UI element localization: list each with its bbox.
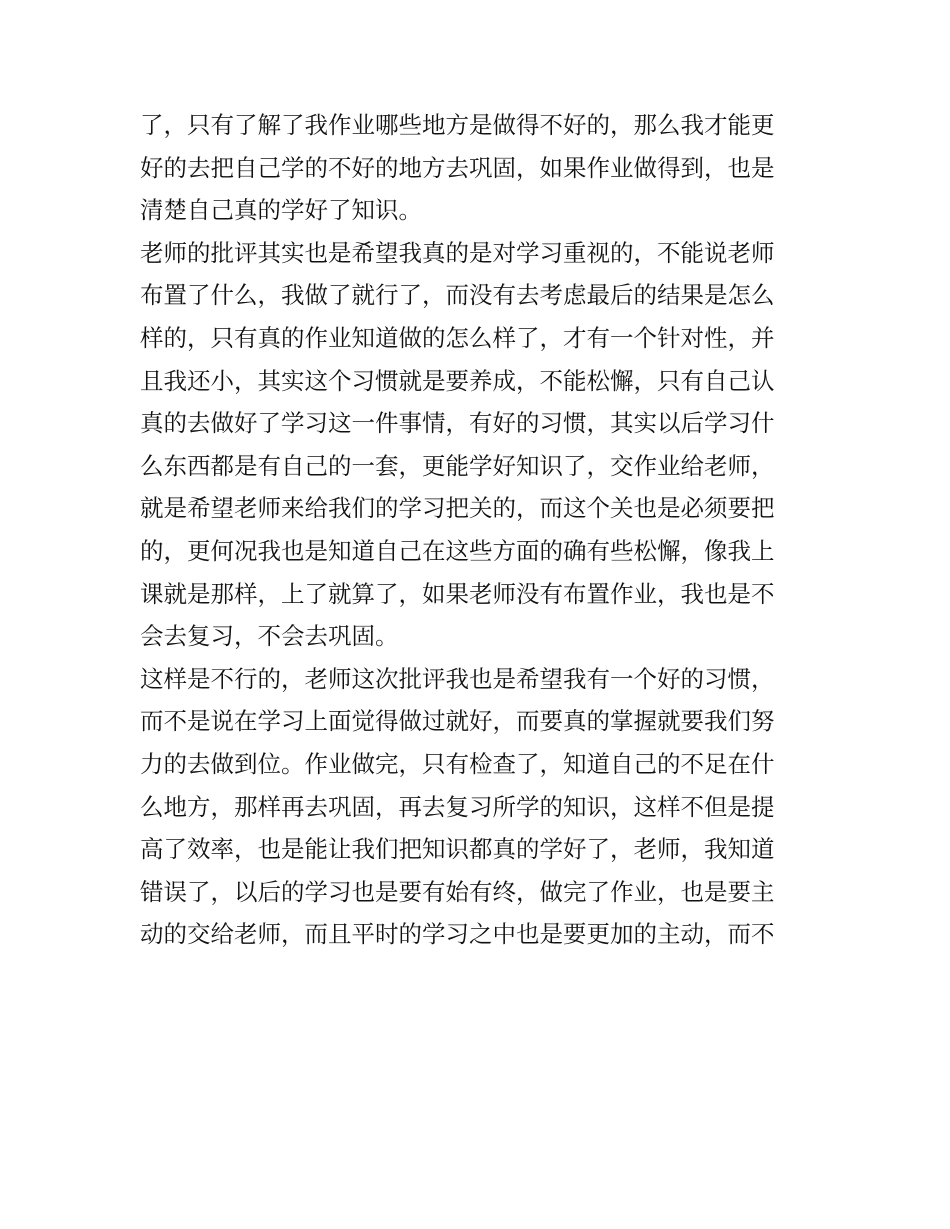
text-line: 好的去把自己学的不好的地方去巩固，如果作业做得到，也是 xyxy=(140,153,775,182)
text-line: 么东西都是有自己的一套，更能学好知识了，交作业给老师， xyxy=(140,451,775,480)
text-line: 就是希望老师来给我们的学习把关的，而这个关也是必须要把 xyxy=(140,494,775,523)
text-line: 样的，只有真的作业知道做的怎么样了，才有一个针对性，并 xyxy=(140,323,775,352)
text-line: 这样是不行的，老师这次批评我也是希望我有一个好的习惯， xyxy=(140,664,775,693)
text-line: 了，只有了解了我作业哪些地方是做得不好的，那么我才能更 xyxy=(140,111,775,139)
paragraph-2 xyxy=(140,232,814,658)
text-line: 力的去做到位。作业做完，只有检查了，知道自己的不足在什 xyxy=(140,749,775,778)
text-line: 老师的批评其实也是希望我真的是对学习重视的，不能说老师 xyxy=(140,238,775,267)
text-line: 动的交给老师，而且平时的学习之中也是要更加的主动，而不 xyxy=(140,920,775,949)
text-line: 清楚自己真的学好了知识。 xyxy=(140,196,422,225)
text-line: 么地方，那样再去巩固，再去复习所学的知识，这样不但是提 xyxy=(140,792,775,821)
text-line: 而不是说在学习上面觉得做过就好，而要真的掌握就要我们努 xyxy=(140,707,775,736)
text-line: 高了效率，也是能让我们把知识都真的学好了，老师，我知道 xyxy=(140,835,775,864)
text-line: 会去复习，不会去巩固。 xyxy=(140,622,399,651)
text-line: 的，更何况我也是知道自己在这些方面的确有些松懈，像我上 xyxy=(140,536,775,565)
text-line: 错误了，以后的学习也是要有始有终，做完了作业，也是要主 xyxy=(140,877,775,906)
text-line: 布置了什么，我做了就行了，而没有去考虑最后的结果是怎么 xyxy=(140,281,775,310)
paragraph-3 xyxy=(140,658,814,956)
text-line: 课就是那样，上了就算了，如果老师没有布置作业，我也是不 xyxy=(140,579,775,608)
text-line: 且我还小，其实这个习惯就是要养成，不能松懈，只有自己认 xyxy=(140,366,775,395)
text-line: 真的去做好了学习这一件事情，有好的习惯，其实以后学习什 xyxy=(140,409,775,438)
paragraph-1 xyxy=(140,104,814,232)
document-body xyxy=(140,104,814,956)
